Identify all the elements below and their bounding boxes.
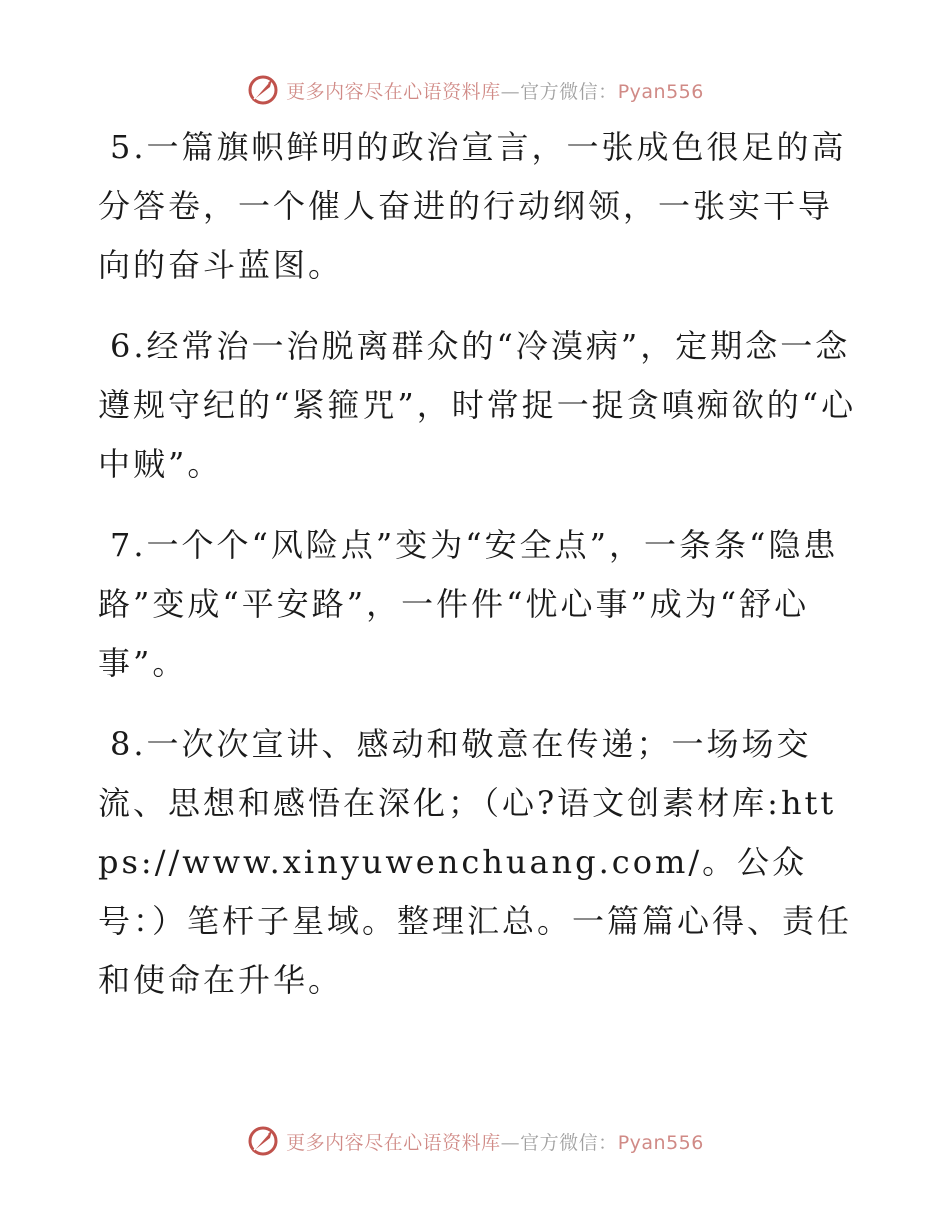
banner-text: 更多内容尽在心语资料库—官方微信：Pyan556	[286, 80, 704, 103]
paragraph-number: 7.	[110, 526, 147, 564]
paragraph-number: 8.	[110, 725, 147, 763]
quill-pen-logo-icon	[246, 1124, 280, 1158]
paragraph-7	[98, 516, 858, 693]
paragraph-number: 6.	[110, 327, 147, 365]
footer-banner	[0, 1121, 950, 1161]
paragraph-6	[98, 317, 858, 494]
document-body	[98, 118, 858, 1032]
paragraph-text: 一个个“风险点”变为“安全点”，一条条“隐患路”变成“平安路”，一件件“忧心事”成为“舒心事”。	[98, 526, 839, 682]
paragraph-5	[98, 118, 858, 295]
banner-text: 更多内容尽在心语资料库—官方微信：Pyan556	[286, 1131, 704, 1154]
paragraph-text: 一次次宣讲、感动和敬意在传递；一场场交流、思想和感悟在深化；（心?语文创素材库:https://www.xinyuwenchuang.com/。公众号：）笔杆子星域。整理汇总。一篇篇心得、责任和使命在升华。	[98, 725, 853, 999]
paragraph-number: 5.	[110, 128, 147, 166]
quill-pen-logo-icon	[246, 73, 280, 107]
paragraph-text: 一篇旗帜鲜明的政治宣言，一张成色很足的高分答卷，一个催人奋进的行动纲领，一张实干导向的奋斗蓝图。	[98, 128, 847, 284]
paragraph-text: 经常治一治脱离群众的“冷漠病”，定期念一念遵规守纪的“紧箍咒”，时常捉一捉贪嗔痴欲的“心中贼”。	[98, 327, 857, 483]
paragraph-8	[98, 715, 858, 1010]
header-banner	[0, 70, 950, 110]
